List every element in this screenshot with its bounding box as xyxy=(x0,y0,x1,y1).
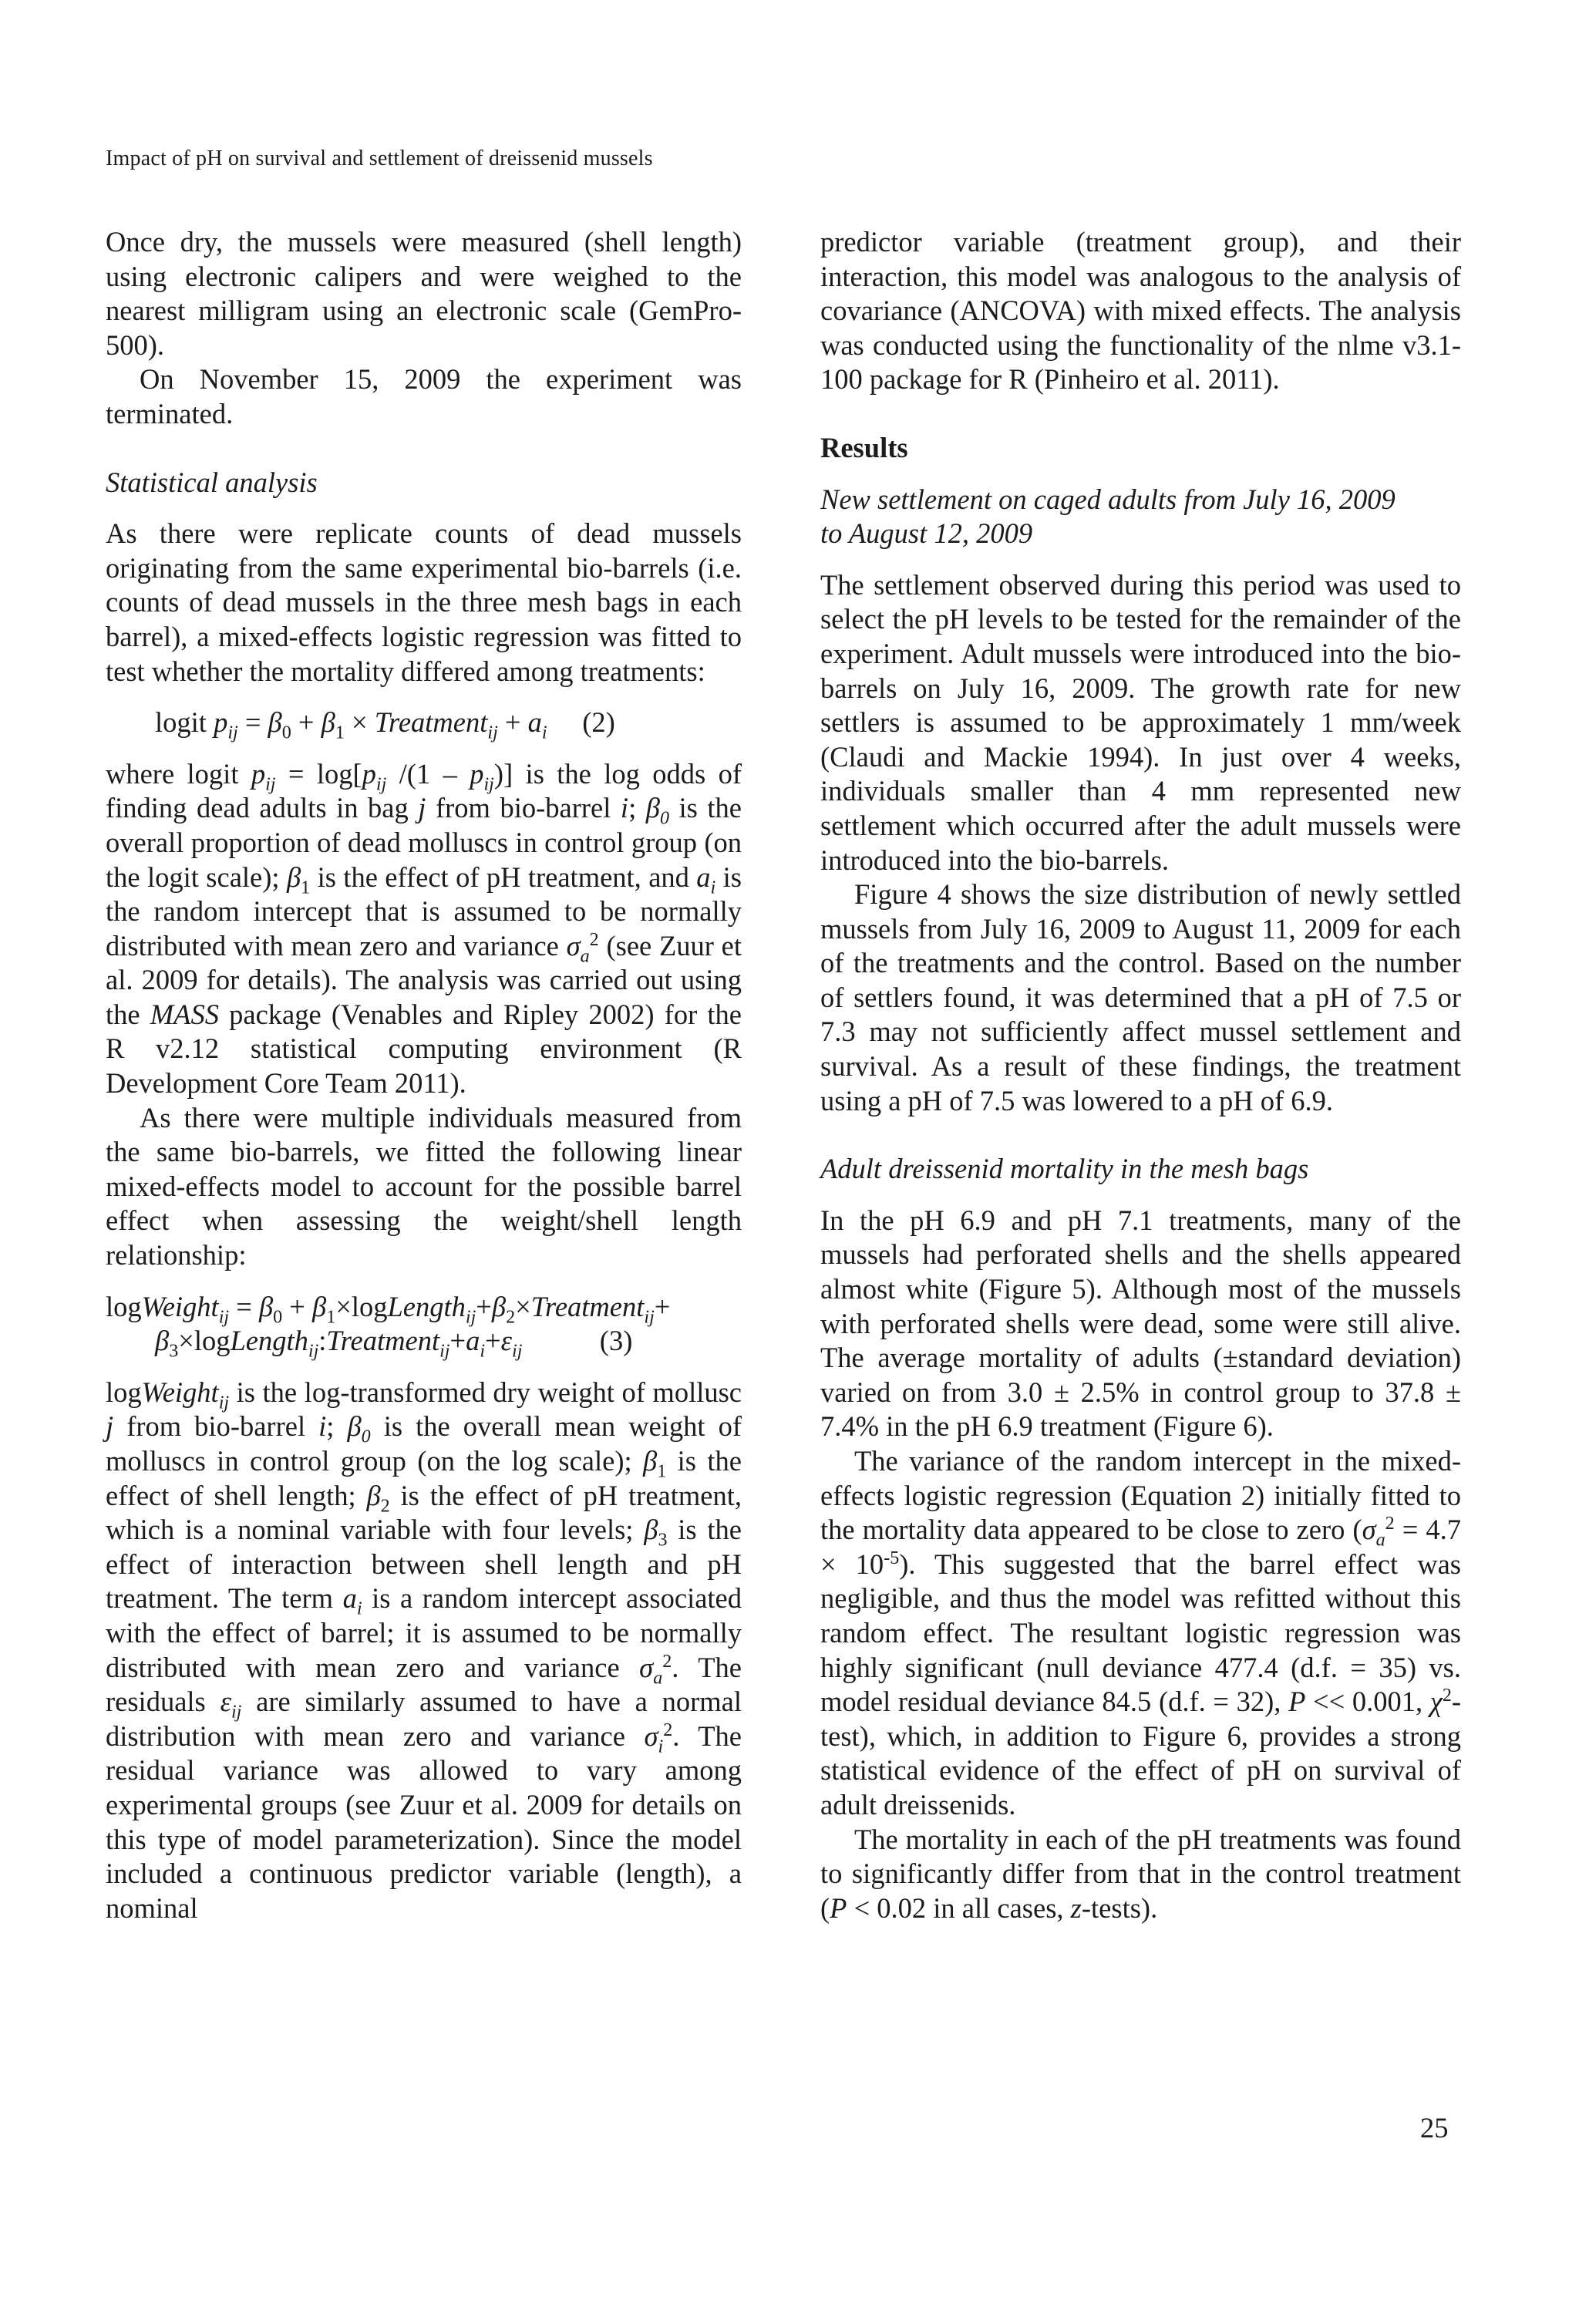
paragraph-where-logit: where logit $p_{ij} = \log[p_{ij}$ $/(1 - p_{ij})$] is the log odds of finding dead adults in bag j from bio-barrel i; $\beta_0$ is the overall proportion of dead molluscs in control group (on the logit scale); $\beta_1$ is the effect of pH treatment, and $a_i$ is the random intercept that is assumed to be normally distributed with mean zero and variance $\sigma_a^2$ (see Zuur et al. 2009 for details). The analysis was carried out using the MASS package (Venables and Ripley 2002) for the R v2.12 statistical computing environment (R Development Core Team 2011). xyxy=(106,757,742,1100)
paragraph-terminated: On November 15, 2009 the experiment was terminated. xyxy=(106,363,742,429)
equation-2-number: (2) xyxy=(582,706,615,739)
equation-2: logit $p_{ij} = \beta_0 + \beta_1$ × Treatment$_{ij}$ + $a_i$ (2) xyxy=(155,706,615,743)
left-column xyxy=(106,225,742,1925)
paragraph-log-weight: logWeight$_{ij}$ is the log-transformed dry weight of mollusc j from bio-barrel i; $\beta_0$ is the overall mean weight of molluscs in control group (on the log scale); $\beta_1$ is the effect of shell length; $\beta_2$ is the effect of pH treatment, which is a nominal variable with four levels; $\beta_3$ is the effect of interaction between shell length and pH treatment. The term $a_i$ is a random intercept associated with the effect of barrel; it is assumed to be normally distributed with mean zero and variance $\sigma_a^2$. The residuals $\varepsilon_{ij}$ are similarly assumed to have a normal distribution with mean zero and variance $\sigma_i^2$. The residual variance was allowed to vary among experimental groups (see Zuur et al. 2009 for details on this type of model parameterization). Since the model included a continuous predictor variable (length), a nominal xyxy=(106,1376,742,1924)
subsection-heading-new-settlement: New settlement on caged adults from July 16, 2009 to August 12, 2009 xyxy=(820,483,1396,550)
equation-3: logWeight$_{ij}$ = $\beta_0$ + $\beta_1\times logLength_{ij}+\beta_2\times Treatment_{ij}+$ $\beta_3\times logLength_{ij}:Treatment_{ij}+a_i+\varepsilon_{ij}$ (3) xyxy=(106,1290,671,1362)
section-heading-results: Results xyxy=(820,431,908,463)
section-heading-statistical-analysis: Statistical analysis xyxy=(106,466,318,498)
paragraph-perforated-shells: In the pH 6.9 and pH 7.1 treatments, many of the mussels had perforated shells and the shells appeared almost white (Figure 5). Although most of the mussels with perforated shells were dead, some were still alive. The average mortality of adults (±standard deviation) varied on from 3.0 ± 2.5% in control group to 37.8 ± 7.4% in the pH 6.9 treatment (Figure 6). xyxy=(820,1204,1461,1443)
right-column xyxy=(820,225,1461,1925)
paragraph-predictor-variable: predictor variable (treatment group), and their interaction, this model was analogous to the analysis of covariance (ANCOVA) with mixed effects. The analysis was conducted using the functionality of the nlme v3.1-100 package for R (Pinheiro et al. 2011). xyxy=(820,226,1461,396)
page-number: 25 xyxy=(1420,2112,1449,2144)
paragraph-multiple-individuals: As there were multiple individuals measured from the same bio-barrels, we fitted the following linear mixed-effects model to account for the possible barrel effect when assessing the weight/shell length relationship: xyxy=(106,1101,742,1271)
subsection-heading-adult-mortality: Adult dreissenid mortality in the mesh bags xyxy=(820,1153,1309,1185)
paragraph-dry-measurement: Once dry, the mussels were measured (shell length) using electronic calipers and were weighed to the nearest milligram using an electronic scale (GemPro-500). xyxy=(106,226,742,361)
paragraph-settlement-observed: The settlement observed during this period was used to select the pH levels to be tested for the remainder of the experiment. Adult mussels were introduced into the bio-barrels on July 16, 2009. The growth rate for new settlers is assumed to be approximately 1 mm/week (Claudi and Mackie 1994). In just over 4 weeks, individuals smaller than 4 mm represented new settlement which occurred after the adult mussels were introduced into the bio-barrels. xyxy=(820,568,1461,876)
paragraph-figure-4: Figure 4 shows the size distribution of newly settled mussels from July 16, 2009 to August 11, 2009 for each of the treatments and the control. Based on the number of settlers found, it was determined that a pH of 7.5 or 7.3 may not sufficiently affect mussel settlement and survival. As a result of these findings, the treatment using a pH of 7.5 was lowered to a pH of 6.9. xyxy=(820,878,1461,1117)
paragraph-random-intercept-variance: The variance of the random intercept in the mixed-effects logistic regression (Equation 2) initially fitted to the mortality data appeared to be close to zero $(\sigma_a^2 = 4.7 \times 10^{-5})$. This suggested that the barrel effect was negligible, and thus the model was refitted without this random effect. The resultant logistic regression was highly significant (null deviance 477.4 (d.f. = 35) vs. model residual deviance 84.5 (d.f. = 32), P << 0.001, $\chi^2-test$), which, in addition to Figure 6, provides a strong statistical evidence of the effect of pH on survival of adult dreissenids. xyxy=(820,1445,1462,1820)
paragraph-mortality-differ: The mortality in each of the pH treatments was found to significantly differ from that in the control treatment (P < 0.02 in all cases, z-tests). xyxy=(820,1823,1461,1924)
equation-3-number: (3) xyxy=(599,1325,633,1357)
paragraph-replicate-counts: As there were replicate counts of dead mussels originating from the same experimental bio-barrels (i.e. counts of dead mussels in the three mesh bags in each barrel), a mixed-effects logistic regression was fitted to test whether the mortality differed among treatments: xyxy=(106,517,742,687)
running-header: Impact of pH on survival and settlement of dreissenid mussels xyxy=(106,147,653,170)
